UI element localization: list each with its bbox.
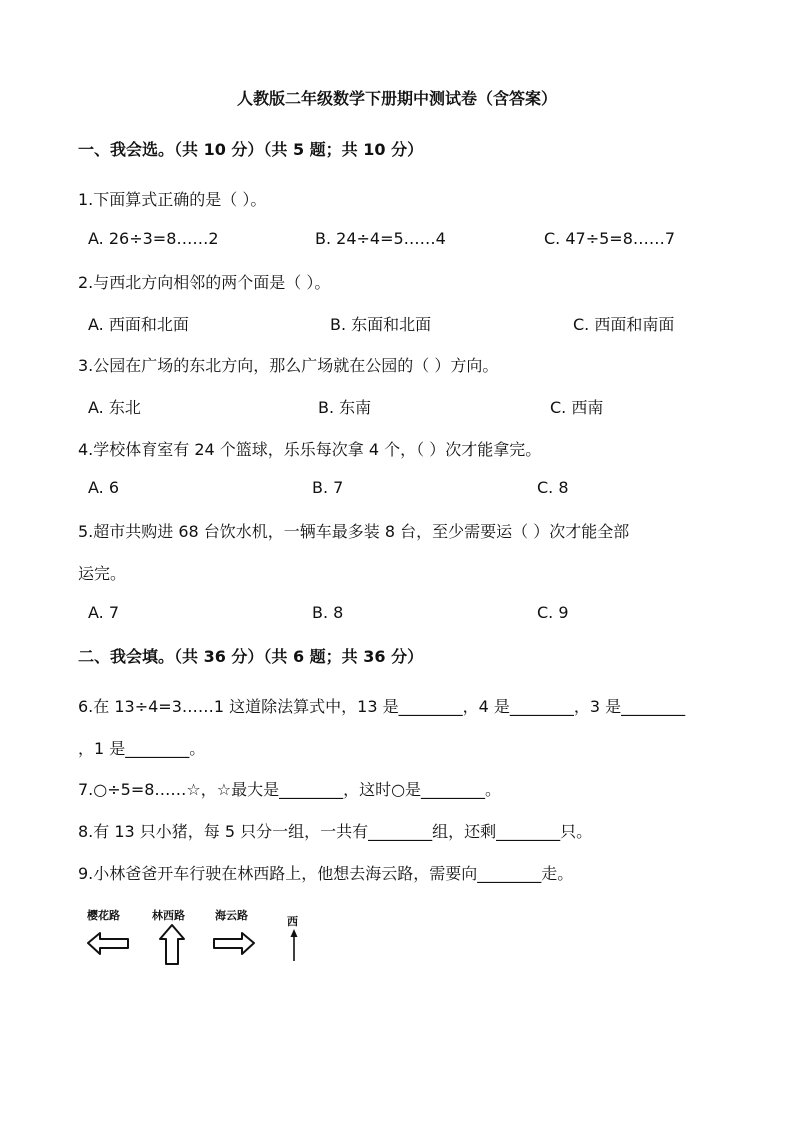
q2-option-a: A. 西面和北面 [88, 315, 189, 334]
q4-option-a: A. 6 [88, 478, 120, 497]
q1-option-b: B. 24÷4=5……4 [315, 229, 446, 248]
q3-option-b: B. 东南 [318, 398, 372, 417]
section-1-heading: 一、我会选。（共 10 分）（共 5 题；共 10 分） [78, 140, 424, 159]
question-7: 7.○÷5=8……☆，☆最大是________，这时○是________。 [78, 780, 502, 799]
question-2: 2.与西北方向相邻的两个面是（ ）。 [78, 273, 331, 292]
label-linxi-road: 林西路 [152, 909, 185, 922]
question-5-line-2: 运完。 [78, 564, 127, 583]
question-3: 3.公园在广场的东北方向，那么广场就在公园的（ ）方向。 [78, 356, 499, 375]
question-6-line-2: ，1 是________。 [78, 739, 206, 758]
direction-arrows [84, 905, 324, 969]
q2-option-b: B. 东面和北面 [330, 315, 432, 334]
q5-option-a: A. 7 [88, 603, 120, 622]
q1-option-a: A. 26÷3=8……2 [88, 229, 219, 248]
left-arrow-icon [88, 933, 128, 954]
q2-option-c: C. 西面和南面 [573, 315, 675, 334]
label-west: 西 [287, 915, 298, 928]
direction-figure [84, 905, 324, 969]
q3-option-a: A. 东北 [88, 398, 141, 417]
label-yinghua-road: 樱花路 [87, 909, 120, 922]
question-5-line-1: 5.超市共购进 68 台饮水机，一辆车最多装 8 台，至少需要运（ ）次才能全部 [78, 522, 630, 541]
q4-option-c: C. 8 [537, 478, 569, 497]
q5-option-b: B. 8 [312, 603, 344, 622]
question-4: 4.学校体育室有 24 个篮球，乐乐每次拿 4 个，（ ）次才能拿完。 [78, 440, 542, 459]
right-arrow-icon [214, 933, 254, 954]
question-6-line-1: 6.在 13÷4=3……1 这道除法算式中，13 是________，4 是________，3 是________ [78, 697, 686, 716]
q1-option-c: C. 47÷5=8……7 [544, 229, 676, 248]
up-arrow-icon [160, 925, 184, 964]
q3-option-c: C. 西南 [550, 398, 604, 417]
page-title: 人教版二年级数学下册期中测试卷（含答案） [236, 89, 557, 108]
label-haiyun-road: 海云路 [215, 909, 248, 922]
question-8: 8.有 13 只小猪，每 5 只分一组，一共有________组，还剩________只。 [78, 822, 593, 841]
question-1: 1.下面算式正确的是（ ）。 [78, 190, 267, 209]
question-9: 9.小林爸爸开车行驶在林西路上，他想去海云路，需要向________走。 [78, 864, 574, 883]
section-2-heading: 二、我会填。（共 36 分）（共 6 题；共 36 分） [78, 647, 424, 666]
q4-option-b: B. 7 [312, 478, 344, 497]
q5-option-c: C. 9 [537, 603, 569, 622]
